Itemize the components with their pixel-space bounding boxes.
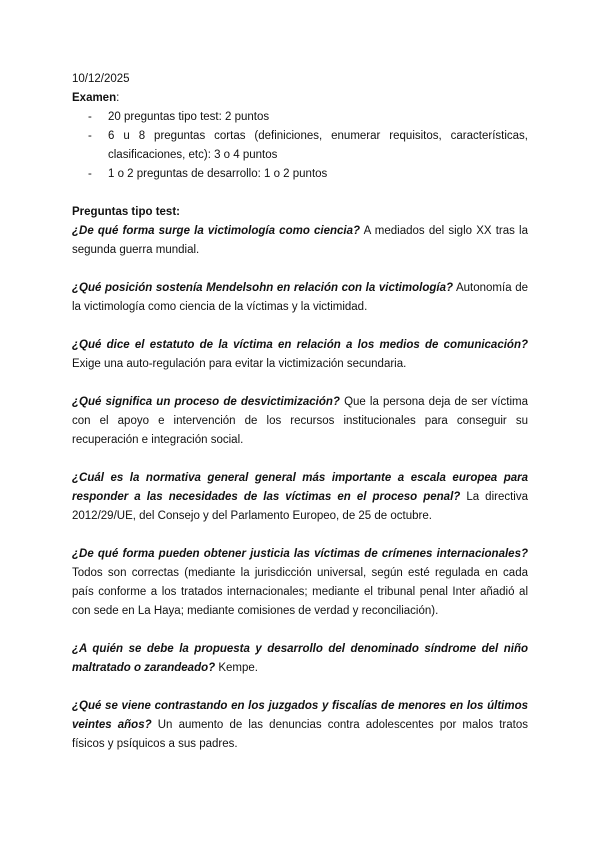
qa-item: [72, 279, 528, 317]
list-item: [72, 108, 528, 127]
question: ¿De qué forma pueden obtener justicia las víctimas de crímenes internacionales?: [72, 548, 528, 560]
answer: A mediados del siglo XX tras la segunda guerra mundial.: [72, 225, 529, 256]
dash-bullet: -: [88, 130, 92, 142]
list-item-text: 20 preguntas tipo test: 2 puntos: [108, 111, 270, 123]
qa-item: [72, 222, 528, 260]
answer: Todos son correctas (mediante la jurisdicción universal, según esté regulada en cada país conforme a los tratados internacionales; mediante el tribunal penal Inter añadió al con sede en La Haya; mediante comisiones de verdad y reconciliación).: [72, 567, 528, 617]
question: ¿De qué forma surge la victimología como ciencia?: [72, 225, 361, 237]
question: ¿Qué significa un proceso de desvictimización?: [72, 396, 340, 408]
qa-item: [72, 697, 528, 754]
exam-heading: [72, 89, 528, 108]
answer: Kempe.: [218, 662, 258, 674]
question: ¿Qué se viene contrastando en los juzgados y fiscalías de menores en los últimos veintes años?: [72, 700, 528, 731]
qa-item: [72, 545, 528, 621]
list-item: [72, 165, 528, 184]
answer: Un aumento de las denuncias contra adolescentes por malos tratos físicos y psíquicos a sus padres.: [72, 719, 528, 750]
document-date: 10/12/2025: [72, 73, 130, 85]
dash-bullet: -: [88, 111, 92, 123]
exam-label: Examen: [72, 92, 117, 104]
question: ¿A quién se debe la propuesta y desarrollo del denominado síndrome del niño maltratado o zarandeado?: [72, 643, 528, 674]
test-section-title: Preguntas tipo test:: [72, 206, 180, 218]
question: ¿Cuál es la normativa general general más importante a escala europea para responder a las necesidades de las víctimas en el proceso penal?: [72, 472, 528, 503]
question: ¿Qué posición sostenía Mendelsohn en relación con la victimología?: [72, 282, 453, 294]
list-item: [72, 127, 528, 165]
answer: La directiva 2012/29/UE, del Consejo y del Parlamento Europeo, de 25 de octubre.: [72, 491, 528, 522]
spacer: [72, 184, 528, 203]
answer: Autonomía de la victimología como ciencia de la víctimas y la victimidad.: [72, 282, 529, 313]
qa-item: [72, 469, 528, 526]
list-item-text: 1 o 2 preguntas de desarrollo: 1 o 2 puntos: [108, 168, 328, 180]
answer: Que la persona deja de ser víctima con el apoyo e intervención de los recursos institucionales para conseguir su recuperación e integración social.: [72, 396, 528, 446]
qa-item: [72, 336, 528, 374]
question: ¿Qué dice el estatuto de la víctima en relación a los medios de comunicación?: [72, 339, 528, 351]
exam-colon: :: [116, 92, 120, 104]
answer: Exige una auto-regulación para evitar la victimización secundaria.: [72, 358, 407, 370]
exam-structure-list: [72, 108, 528, 184]
dash-bullet: -: [88, 168, 92, 180]
qa-item: [72, 393, 528, 450]
list-item-text: 6 u 8 preguntas cortas (definiciones, enumerar requisitos, características, clasificaciones, etc): 3 o 4 puntos: [108, 130, 528, 161]
qa-item: [72, 640, 528, 678]
